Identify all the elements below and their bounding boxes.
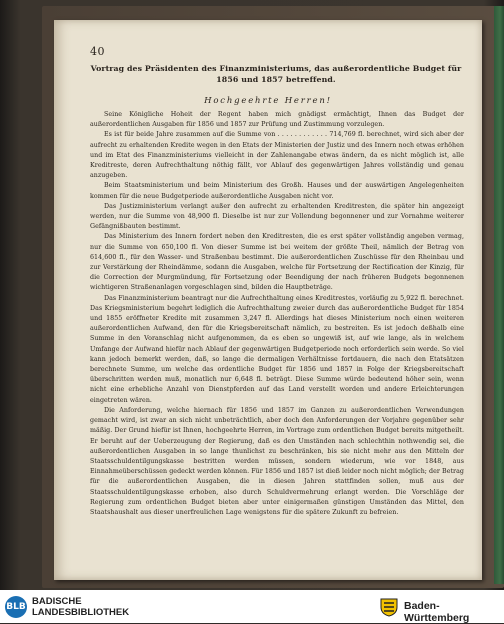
library-name-line1: BADISCHE [32, 596, 82, 607]
document-heading: Vortrag des Präsidenten des Finanzministeriums, das außerordentliche Budget für 1856 und 1857 betreffend. [90, 64, 462, 84]
state-name: Baden-Württemberg [404, 600, 470, 624]
document-page [54, 20, 482, 580]
blb-logo-icon: BLB [5, 596, 27, 618]
paragraph: Das Finanzministerium beantragt nur die Aufrechthaltung eines Kreditrestes, vorläufig zu 5,922 fl. berechnet. Das Kriegsministerium begehrt lediglich die Aufrechthaltung zweier durch das außerordentliche Budget für 1854 und 1855 eröffneter Kredite mit zusammen 3,247 fl. Allerdings hat dieses Ministerium noch einen weiteren außerordentlichen Aufwand, den für die Kriegsbereitschaft nämlich, zu bestreiten. Es ist jedoch deßhalb eine Summe in den Voranschlag nicht aufgenommen, da es eben so ungewiß ist, auf wie lange, als in welchem Umfange der Aufwand hiefür nach Ablauf der gegenwärtigen Budgetperiode noch erforderlich sein werde. So viel kann jedoch bemerkt werden, daß, so lange die dermaligen Verhältnisse fortdauern, die nach den Etatsätzen berechnete Summe, um welche das ordentliche Budget für 1856 und 1857 in Folge der Kriegsbereitschaft überschritten werden muß, monatlich nur 6,648 fl. beträgt. Diese Summe würde bedeutend höher sein, wenn nicht eine erhebliche Anzahl von Dienstpferden auf das Land verstellt worden und andere Erleichterungen eingetreten wären. [90, 294, 464, 404]
page-number: 40 [90, 45, 105, 58]
baden-wuerttemberg-crest-icon [378, 597, 400, 617]
paragraph: Das Ministerium des Innern fordert neben den Kreditresten, die es erst später vollständig angeben vermag, nur die Summe von 650,100 fl. Von dieser Summe ist bei weitem der größte Theil, nämlich der Betrag von 614,600 fl., für den Wasser- und Straßenbau bestimmt. Die außerordentlichen Zuschüsse für den Rheinbau und zur Verstärkung der Rheindämme, sodann die Ausgaben, welche für Fortsetzung der Rectification der Kinzig, für die Correction der Murgmündung, für Fortsetzung oder Beendigung der nach früheren Budgets begonnenen wichtigeren Straßenanlagen vorgeschlagen sind, bilden die Hauptbeträge. [90, 233, 464, 292]
paragraph: Es ist für beide Jahre zusammen auf die Summe von . . . . . . . . . . . . 714,769 fl. berechnet, wird sich aber der aufrecht zu erhaltenden Kredite wegen in den Etats der Ministerien der Justiz und des Innern noch etwas erhöhen und im Etat des Finanzministeriums vielleicht in der Zahlenangabe etwas ändern, da es nicht möglich ist, alle Kreditreste, deren Aufrechthaltung nöthig fällt, vor Ablauf des gegenwärtigen Jahres vollständig und genau anzugeben. [90, 131, 464, 180]
body-text [90, 110, 464, 518]
paragraph: Beim Staatsministerium und beim Ministerium des Großh. Hauses und der auswärtigen Angelegenheiten kommen für die neue Budgetperiode außerordentliche Ausgaben nicht vor. [90, 182, 464, 200]
library-name-line2: LANDESBIBLIOTHEK [32, 607, 130, 618]
book-cover-edge [494, 6, 504, 584]
paragraph: Die Anforderung, welche hiernach für 1856 und 1857 im Ganzen zu außerordentlichen Verwendungen gemacht wird, ist zwar an sich nicht unbeträchtlich, aber doch den Anforderungen der Vorjahre gegenüber sehr mäßig. Der Grund hiefür ist Ihnen, hochgeehrte Herren, im Vortrage zum ordentlichen Budget bereits mitgetheilt. Er beruht auf der Ueberzeugung der Regierung, daß es den Umständen nach schlechthin nothwendig sei, die außerordentlichen Ausgaben in so lange thunlichst zu beschränken, bis sie nicht mehr aus den Mitteln der Staatsschuldentilgungskasse bestritten werden müssen, sondern wiederum, wie vor 1848, aus Einnahmeüberschüssen gedeckt werden können. Für 1856 und 1857 ist dieß leider noch nicht möglich; der Betrag für die außerordentlichen Ausgaben, die in diesen Jahren stattfinden sollen, muß aus der Staatsschuldentilgungskasse erhoben, also durch Schuldvermehrung erlangt werden. Die Vorschläge der Regierung zum ordentlichen Budget bieten aber unter einigermaßen günstigen Umständen das Mittel, den Staatshaushalt aus dieser unerfreulichen Lage wenigstens für die spätere Zukunft zu befreien. [90, 406, 464, 516]
salutation: Hochgeehrte Herren! [204, 96, 332, 106]
paragraph: Das Justizministerium verlangt außer den aufrecht zu erhaltenden Kreditresten, die später hin angezeigt werden, nur die Summe von 48,900 fl. Dieselbe ist nur zur Vollendung begonnener und zur Vornahme weiterer Gefängnißbauten bestimmt. [90, 202, 464, 231]
footer-bar [0, 590, 504, 623]
paragraph: Seine Königliche Hoheit der Regent haben mich gnädigst ermächtigt, Ihnen das Budget der außerordentlichen Ausgaben für 1856 und 1857 zur Prüfung und Zustimmung vorzulegen. [90, 111, 464, 129]
library-name [32, 596, 129, 618]
